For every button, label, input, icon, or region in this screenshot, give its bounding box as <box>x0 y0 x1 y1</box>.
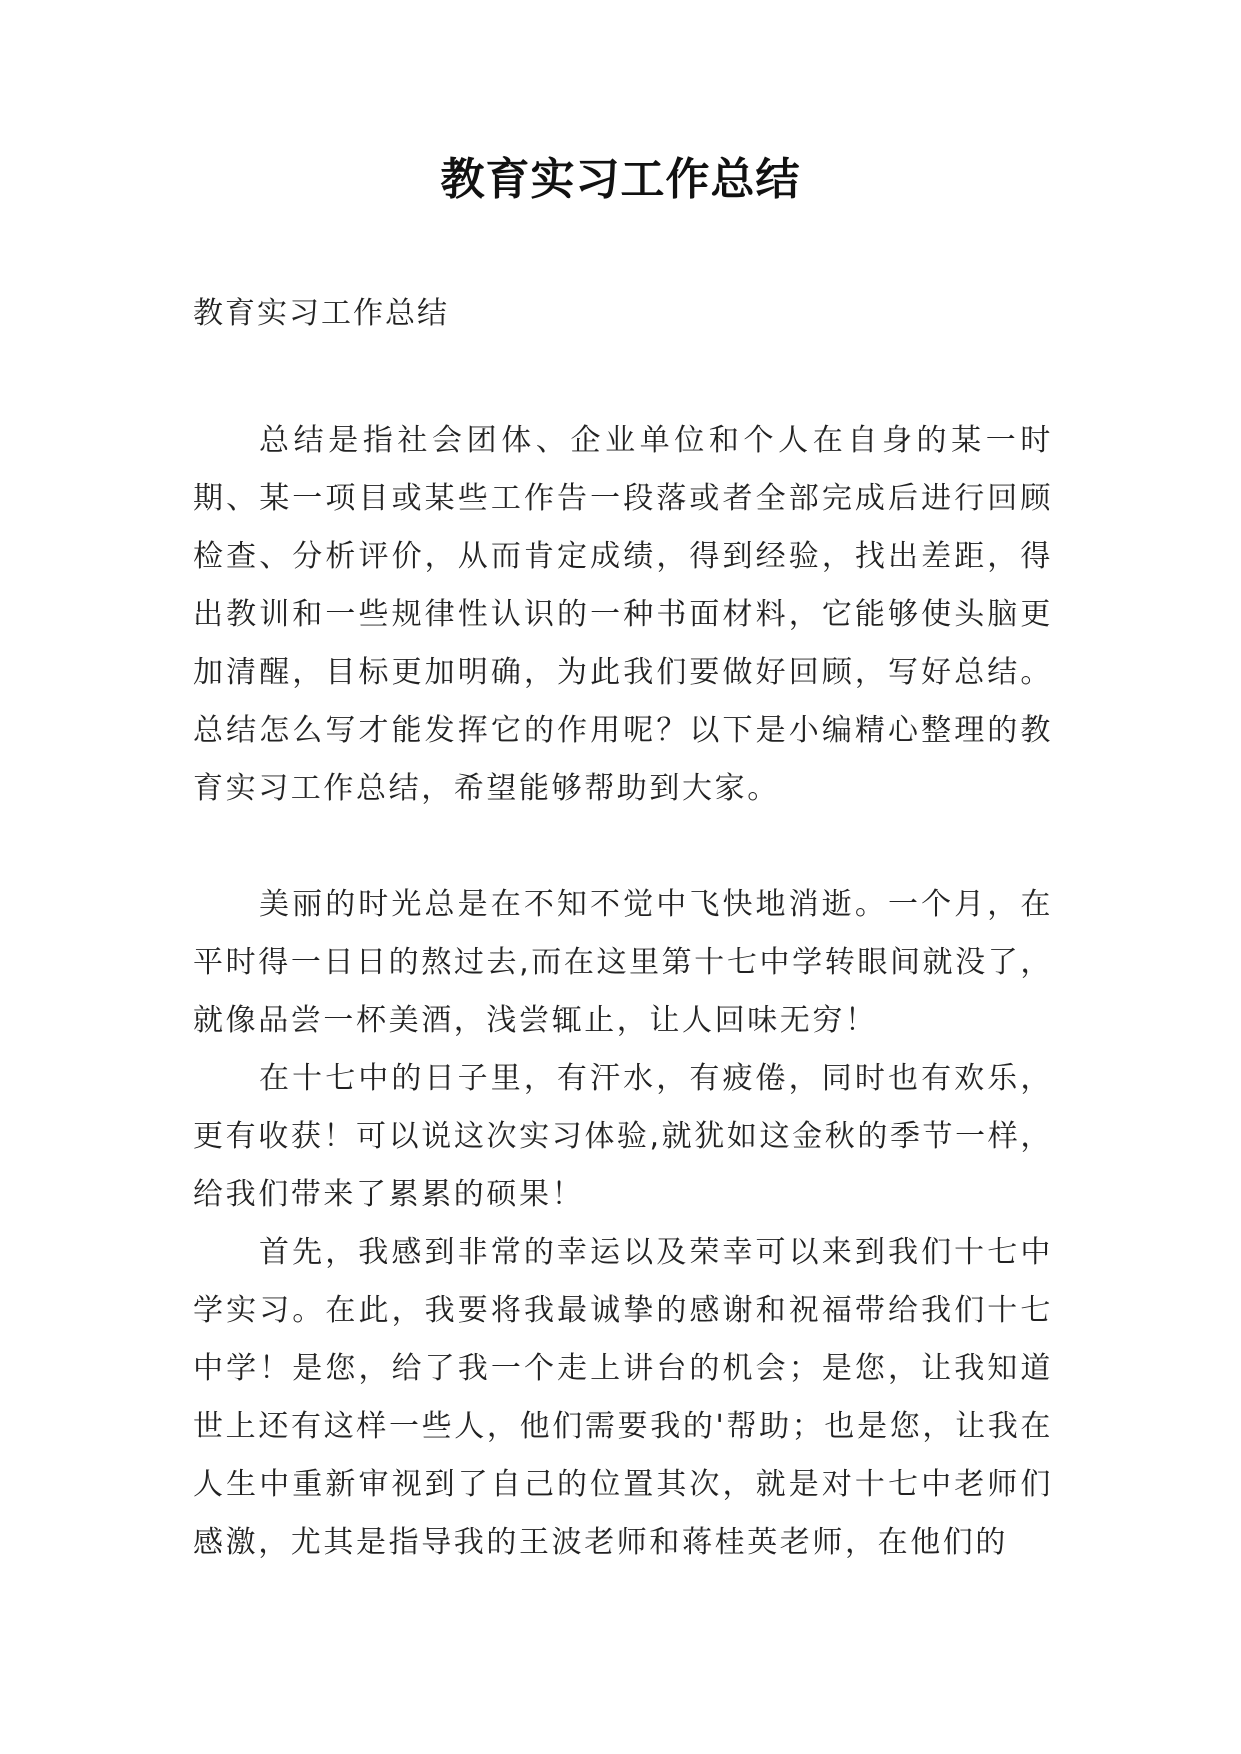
paragraph-thanks: 首先，我感到非常的幸运以及荣幸可以来到我们十七中学实习。在此，我要将我最诚挚的感谢和祝福带给我们十七中学！是您，给了我一个走上讲台的机会；是您，让我知道世上还有这样一些人，他们需要我的'帮助；也是您，让我在人生中重新审视到了自己的位置其次，就是对十七中老师们感激，尤其是指导我的王波老师和蒋桂英老师，在他们的 <box>193 1235 1053 1560</box>
paragraph-intro: 总结是指社会团体、企业单位和个人在自身的某一时期、某一项目或某些工作告一段落或者全部完成后进行回顾检查、分析评价，从而肯定成绩，得到经验，找出差距，得出教训和一些规律性认识的一种书面材料，它能够使头脑更加清醒，目标更加明确，为此我们要做好回顾，写好总结。总结怎么写才能发挥它的作用呢？以下是小编精心整理的教育实习工作总结，希望能够帮助到大家。 <box>193 423 1053 806</box>
document-subtitle: 教育实习工作总结 <box>193 296 449 331</box>
document-body <box>193 412 1053 1572</box>
paragraph-time: 美丽的时光总是在不知不觉中飞快地消逝。一个月，在平时得一日日的熬过去,而在这里第十七中学转眼间就没了，就像品尝一杯美酒，浅尝辄止，让人回味无穷！ <box>193 887 1053 1038</box>
page-title: 教育实习工作总结 <box>440 154 801 205</box>
paragraph-days: 在十七中的日子里，有汗水，有疲倦，同时也有欢乐，更有收获！可以说这次实习体验,就犹如这金秋的季节一样，给我们带来了累累的硕果！ <box>193 1061 1053 1212</box>
